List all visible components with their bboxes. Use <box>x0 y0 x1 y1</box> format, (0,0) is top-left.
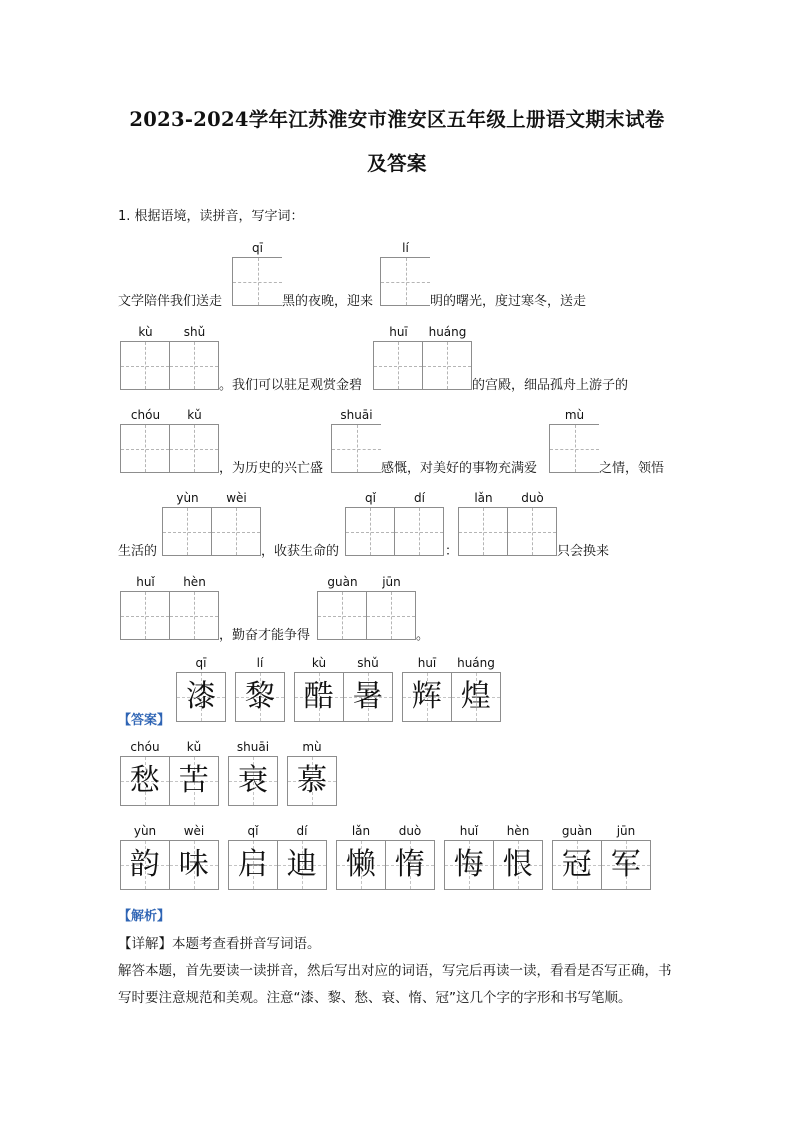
answer-grid <box>402 672 501 722</box>
sentence-part: 。 <box>416 628 430 643</box>
pinyin-duo: duò <box>398 824 422 838</box>
pinyin-shuai: shuāi <box>340 408 373 422</box>
answer-char: 味 <box>170 841 218 889</box>
sentence-part: 文学陪伴我们送走 <box>118 294 223 309</box>
answer-grid <box>120 840 219 890</box>
pinyin-yun: yùn <box>133 824 157 838</box>
analysis-label: 【解析】 <box>118 909 171 924</box>
answer-label: 【答案】 <box>118 713 171 728</box>
pinyin-shu: shǔ <box>183 325 206 339</box>
pinyin-lan: lǎn <box>351 824 371 838</box>
pinyin-ku: kù <box>311 656 327 670</box>
answer-char: 衰 <box>229 757 277 805</box>
sentence-part: 生活的 <box>118 544 158 559</box>
pinyin-jun: jūn <box>616 824 636 838</box>
answer-box-shuai[interactable] <box>331 424 381 473</box>
answer-grid <box>552 840 651 890</box>
pinyin-hen: hèn <box>506 824 530 838</box>
analysis-body: 解答本题，首先要读一读拼音，然后写出对应的词语，写完后再读一读，看看是否写正确，书写时要注意规范和美观。注意“漆、黎、愁、衰、惰、冠”这几个字的字形和书写笔顺。 <box>118 963 672 1006</box>
answer-char: 恨 <box>494 841 542 889</box>
answer-char: 启 <box>229 841 278 889</box>
answer-box-huihuang[interactable] <box>373 341 472 390</box>
pinyin-hui2: huǐ <box>459 824 479 838</box>
sentence-part: 的宫殿，细品孤舟上游子的 <box>472 378 629 393</box>
pinyin-qi: qī <box>252 241 263 255</box>
pinyin-di: dí <box>296 824 308 838</box>
pinyin-hui: huī <box>389 325 408 339</box>
answer-char: 煌 <box>452 673 500 721</box>
pinyin-di: dí <box>414 491 425 505</box>
sentence-part: ，勤奋才能争得 <box>219 628 311 643</box>
answer-grid <box>176 672 226 722</box>
pinyin-duo: duò <box>521 491 544 505</box>
answer-grid <box>228 840 327 890</box>
pinyin-huang: huáng <box>428 325 467 339</box>
pinyin-ku2: kǔ <box>186 740 202 754</box>
pinyin-guan: guàn <box>327 575 358 589</box>
pinyin-hen: hèn <box>183 575 206 589</box>
answer-char: 黎 <box>236 673 284 721</box>
pinyin-hui: huī <box>417 656 437 670</box>
pinyin-lan: lǎn <box>474 491 493 505</box>
question-prompt: 1. 根据语境，读拼音，写字词： <box>118 209 304 224</box>
pinyin-shu: shǔ <box>357 656 379 670</box>
answer-grid <box>336 840 435 890</box>
answer-char: 军 <box>602 841 650 889</box>
sentence-part: ，为历史的兴亡盛 <box>219 461 324 476</box>
sentence-part: 只会换来 <box>557 544 610 559</box>
answer-grid <box>294 672 393 722</box>
answer-char: 酷 <box>295 673 344 721</box>
sentence-part: 感慨，对美好的事物充满爱 <box>381 461 538 476</box>
pinyin-shuai: shuāi <box>236 740 270 754</box>
document-title-continued: 及答案 <box>367 152 427 175</box>
sentence-part: ，收获生命的 <box>261 544 340 559</box>
sentence-part: 。我们可以驻足观赏金碧 <box>219 378 363 393</box>
pinyin-huang: huáng <box>457 656 495 670</box>
sentence-part: 明的曙光，度过寒冬，送走 <box>430 294 587 309</box>
pinyin-chou: chóu <box>130 740 160 754</box>
document-title: 2023-2024学年江苏淮安市淮安区五年级上册语文期末试卷 <box>129 108 665 131</box>
answer-box-kushu[interactable] <box>120 341 219 390</box>
pinyin-wei: wèi <box>183 824 205 838</box>
sentence-part: 之情，领悟 <box>599 461 665 476</box>
pinyin-qi2: qǐ <box>365 491 376 505</box>
answer-box-chouku[interactable] <box>120 424 219 473</box>
sentence-part: 黑的夜晚，迎来 <box>282 294 374 309</box>
answer-char: 冠 <box>553 841 602 889</box>
pinyin-yun: yùn <box>176 491 199 505</box>
answer-grid <box>444 840 543 890</box>
answer-box-li[interactable] <box>380 257 430 306</box>
answer-char: 迪 <box>278 841 326 889</box>
pinyin-ku: kù <box>138 325 153 339</box>
pinyin-qi2: qǐ <box>247 824 259 838</box>
answer-char: 苦 <box>170 757 218 805</box>
pinyin-li: lí <box>402 241 409 255</box>
answer-char: 暑 <box>344 673 392 721</box>
pinyin-ku2: kǔ <box>187 408 202 422</box>
pinyin-hui2: huǐ <box>136 575 155 589</box>
pinyin-chou: chóu <box>130 408 161 422</box>
answer-char: 慕 <box>288 757 336 805</box>
answer-box-landuo[interactable] <box>458 507 557 556</box>
answer-box-guanjun[interactable] <box>317 591 416 640</box>
answer-box-huihen[interactable] <box>120 591 219 640</box>
pinyin-qi: qī <box>195 656 207 670</box>
answer-box-qi[interactable] <box>232 257 282 306</box>
pinyin-mu: mù <box>302 740 322 754</box>
answer-box-mu[interactable] <box>549 424 599 473</box>
analysis-detail: 【详解】本题考查看拼音写词语。 <box>118 936 321 952</box>
answer-char: 辉 <box>403 673 452 721</box>
pinyin-li: lí <box>256 656 264 670</box>
answer-grid <box>120 756 219 806</box>
answer-box-yunwei[interactable] <box>162 507 261 556</box>
pinyin-mu: mù <box>564 408 585 422</box>
answer-grid <box>235 672 285 722</box>
answer-char: 愁 <box>121 757 170 805</box>
answer-char: 韵 <box>121 841 170 889</box>
pinyin-jun: jūn <box>382 575 401 589</box>
answer-grid <box>228 756 278 806</box>
answer-char: 漆 <box>177 673 225 721</box>
answer-char: 惰 <box>386 841 434 889</box>
answer-char: 懒 <box>337 841 386 889</box>
pinyin-wei: wèi <box>226 491 247 505</box>
answer-char: 悔 <box>445 841 494 889</box>
answer-grid <box>287 756 337 806</box>
answer-box-qidi[interactable] <box>345 507 444 556</box>
sentence-part: ： <box>445 544 459 559</box>
pinyin-guan: guàn <box>561 824 593 838</box>
